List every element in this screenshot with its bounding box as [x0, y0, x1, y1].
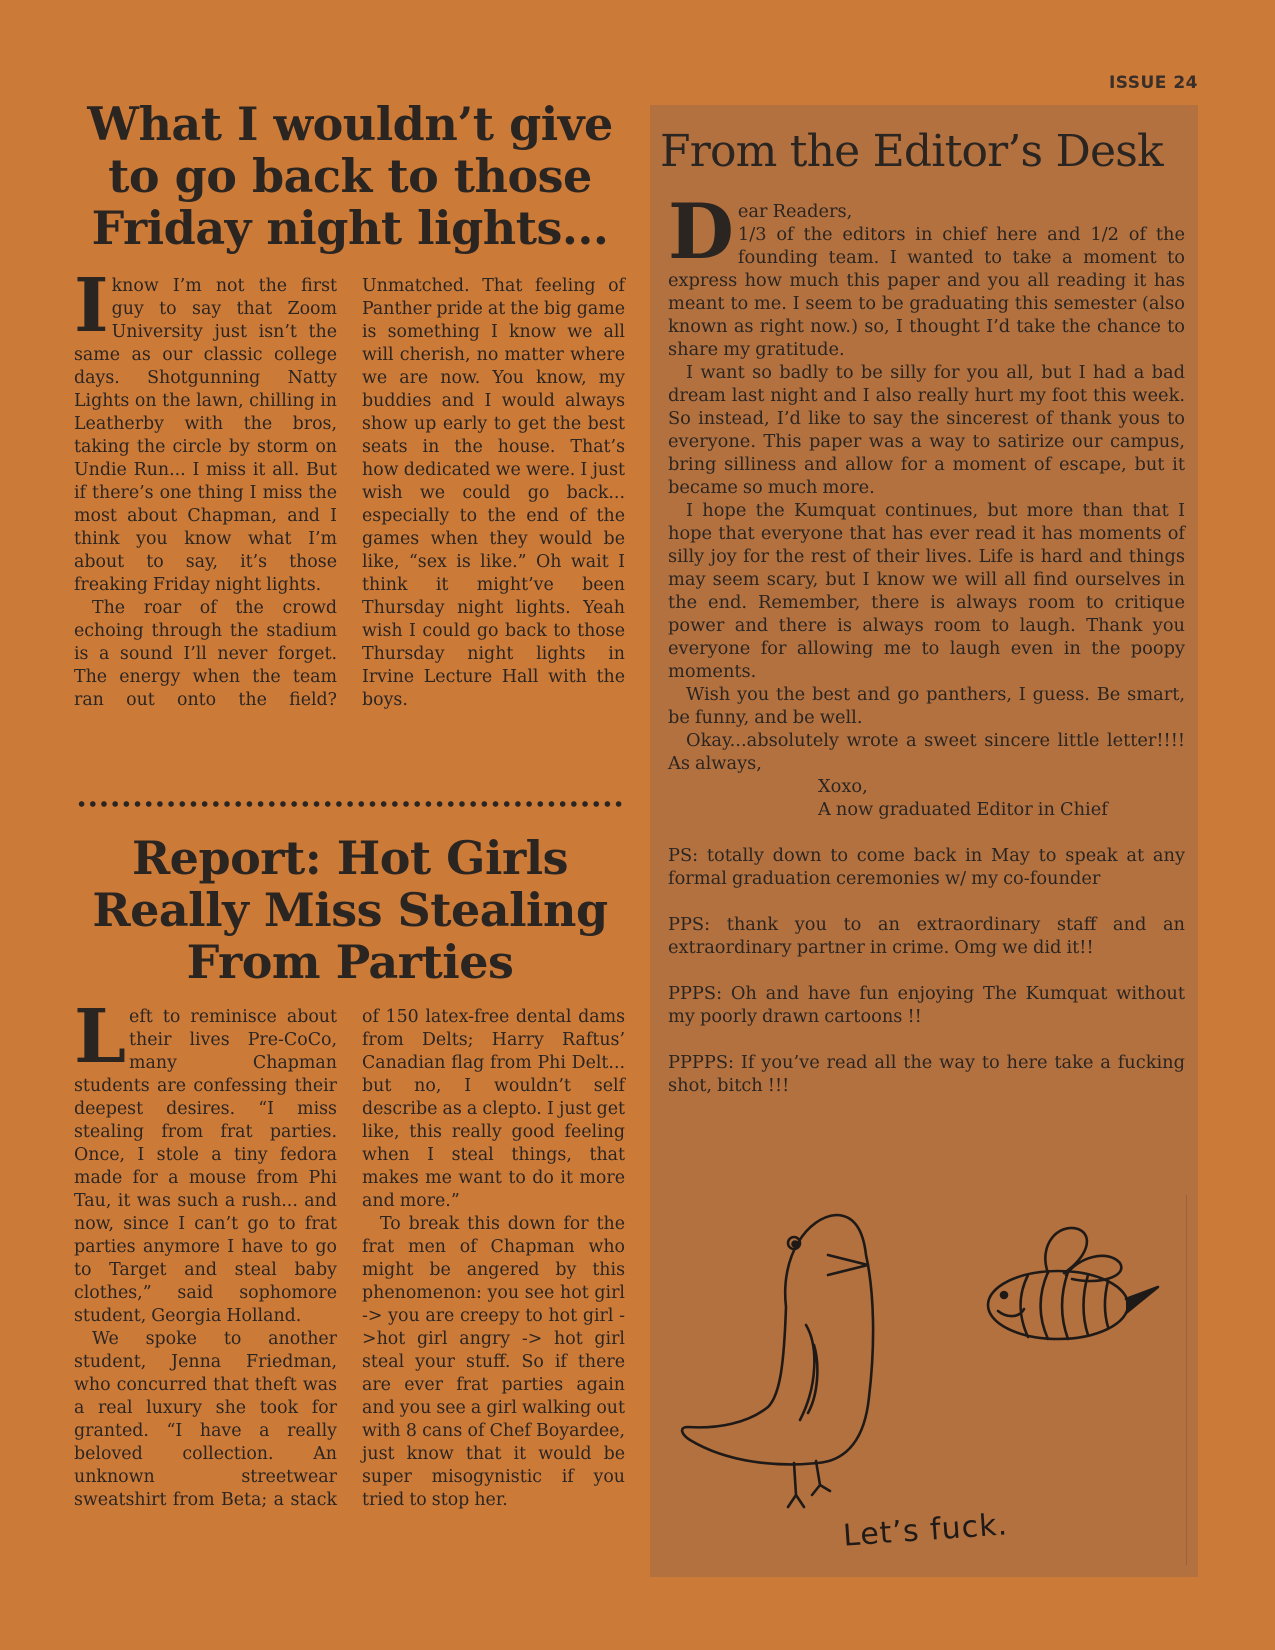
editor-letter — [668, 187, 1185, 1097]
bird-wing — [800, 1325, 817, 1420]
article2-paragraph-3: To break this down for the frat men of Chapman who might be angered by this phenomenon: you see hot girl -> you are creepy to hot girl ->hot girl angry -> hot girl steal your stuff. So if there are ever frat parties again and you see a girl walking out with 8 cans of Chef Boyardee, just know that it would be super misogynistic if you tried to stop her. — [362, 1214, 625, 1510]
bird-beak — [828, 1255, 868, 1275]
issue-number: ISSUE 24 — [1108, 73, 1198, 93]
dotted-divider — [76, 800, 626, 808]
editor-signature: A now graduated Editor in Chief — [818, 799, 1108, 820]
article2-paragraph-2: We spoke to another student, Jenna Friedman, who concurred that theft was a real luxury she took for granted. “I have a really beloved collection. An unknown streetwear sweatshirt from Beta; a stack of 150 latex-free dental dams from Delts; Harry Raftus’ Canadian flag from Phi Delt... but no, I wouldn’t self describe as a clepto. I just get like, this really good feeling when I steal things, that makes me want to do it more and more.” — [74, 1007, 625, 1510]
editor-ppps: PPPS: Oh and have fun enjoying The Kumquat without my poorly drawn cartoons !! — [668, 983, 1185, 1027]
editor-dropcap: D — [668, 187, 734, 276]
editor-paragraph-5: Okay...absolutely wrote a sweet sincere little letter!!!! As always, — [668, 730, 1185, 774]
bird-feet — [788, 1461, 830, 1507]
bird-and-bee-illustration — [668, 1195, 1186, 1565]
editor-title: From the Editor’s Desk — [660, 126, 1163, 177]
bee-wing-1 — [1045, 1228, 1087, 1273]
bird-body — [682, 1215, 873, 1464]
cartoon-caption: Let’s fuck. — [841, 1507, 1010, 1554]
article2-dropcap: L — [74, 994, 127, 1080]
editor-sidebar — [650, 105, 1198, 1577]
editor-paragraph-3: I hope the Kumquat continues, but more than that I hope that everyone that has ever read it has moments of silly joy for the rest of their lives. Life is hard and things may seem scary, but I know we will all find ourselves in the end. Remember, there is always room to critique power and there is always room to laugh. Thank you everyone for allowing me to laugh even in the poopy moments. — [668, 500, 1185, 682]
editor-signoff: Xoxo, — [818, 776, 868, 797]
editor-ps: PS: totally down to come back in May to speak at any formal graduation ceremonies w/ my co-founder — [668, 845, 1185, 889]
article2-body — [74, 994, 625, 1581]
bee-wing-2 — [1066, 1256, 1121, 1281]
article1-body — [74, 263, 625, 780]
editor-paragraph-2: I want so badly to be silly for you all, but I had a bad dream last night and I also really hurt my foot this week. So instead, I’d like to say the sincerest of thank yous to everyone. This paper was a way to satirize our campus, bring silliness and allow for a moment of escape, but it became so much more. — [668, 362, 1185, 498]
editor-paragraph-4: Wish you the best and go panthers, I guess. Be smart, be funny, and be well. — [668, 684, 1185, 728]
article1-dropcap: I — [74, 263, 109, 349]
editor-greeting: Dear Readers, 1/3 of the editors in chief here and 1/2 of the founding team. I wanted to take a moment to express how much this paper and you all reading it has meant to me. I seem to be graduating this semester (also known as right now.) so, I thought I’d take the chance to share my gratitude. — [668, 187, 1185, 360]
bee-eye — [1001, 1292, 1007, 1298]
article1-paragraph-2: The roar of the crowd echoing through the stadium is a sound I’ll never forget. The energy when the team ran out onto the field? Unmatched. That feeling of Panther pride at the big game is something I know we all will cherish, no matter where we are now. You know, my buddies and I would always show up early to get the best seats in the house. That’s how dedicated we were. I just wish we could go back... especially to the end of the games when they would be like, “sex is like.” Oh wait I think it might’ve been Thursday night lights. Yeah wish I could go back to those Thursday night lights in Irvine Lecture Hall with the boys. — [74, 276, 625, 710]
article2-headline: Report: Hot Girls Really Miss Stealing From Parties — [92, 831, 608, 989]
bee-stinger — [1126, 1287, 1158, 1313]
article1-paragraph-1: Iknow I’m not the first guy to say that Zoom University just isn’t the same as our classic college days. Shotgunning Natty Lights on the lawn, chilling in Leatherby with the bros, taking the circle by storm on Undie Run... I miss it all. But if there’s one thing I miss the most about Chapman, and I think you know what I’m about to say, it’s those freaking Friday night lights. — [74, 263, 337, 595]
article2-paragraph-1: Left to reminisce about their lives Pre-CoCo, many Chapman students are confessing their deepest desires. “I miss stealing from frat parties. Once, I stole a tiny fedora made for a mouse from Phi Tau, it was such a rush... and now, since I can’t go to frat parties anymore I have to go to Target and steal baby clothes,” said sophomore student, Georgia Holland. — [74, 994, 337, 1326]
editor-pps: PPS: thank you to an extraordinary staff and an extraordinary partner in crime. Omg we did it!! — [668, 914, 1185, 958]
article1-headline: What I wouldn’t give to go back to those Friday night lights... — [87, 97, 613, 255]
editor-pppps: PPPPS: If you’ve read all the way to here take a fucking shot, bitch !!! — [668, 1052, 1185, 1096]
cartoon-drawing — [668, 1195, 1187, 1565]
